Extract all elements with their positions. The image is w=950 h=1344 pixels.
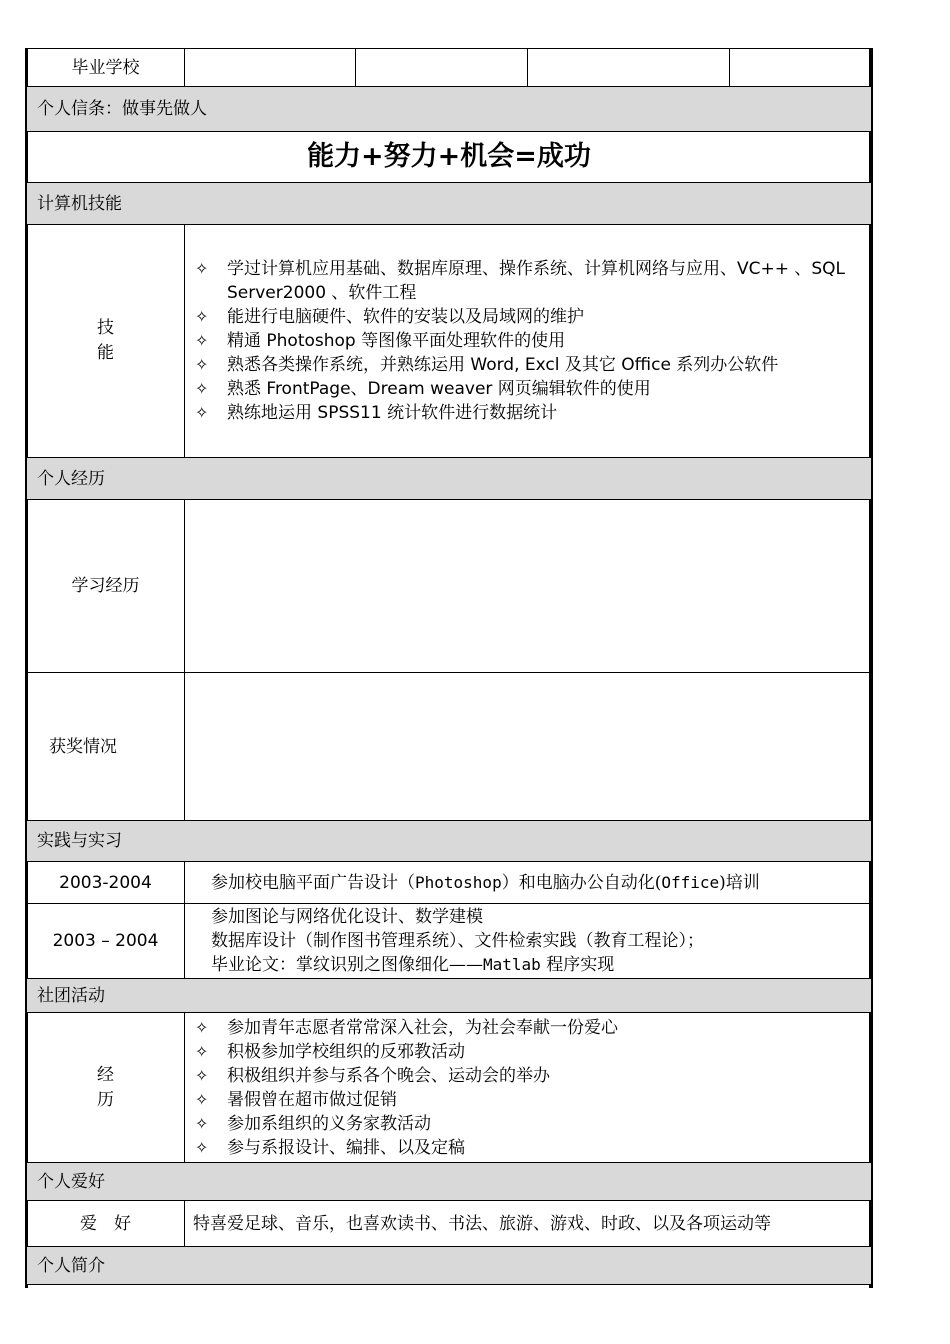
- practice-desc-1-software: Photoshop: [415, 872, 502, 892]
- clubs-label: [27, 1013, 185, 1163]
- list-item: ✧ 参加系组织的义务家教活动: [193, 1112, 867, 1136]
- hobbies-text: 特喜爱足球、音乐，也喜欢读书、书法、旅游、游戏、时政、以及各项运动等: [185, 1201, 872, 1247]
- awards-content[interactable]: [185, 673, 872, 821]
- list-item: ✧ 精通 Photoshop 等图像平面处理软件的使用: [193, 329, 867, 353]
- clubs-list: [185, 1016, 871, 1160]
- clubs-label-line2: 历: [97, 1089, 114, 1110]
- school-cell-1[interactable]: [185, 49, 356, 87]
- skills-label: [27, 225, 185, 458]
- thesis-text: 毕业论文：掌纹识别之图像细化——: [211, 955, 483, 975]
- list-item: ✧ 积极组织并参与系各个晚会、运动会的举办: [193, 1064, 867, 1088]
- practice-desc-1-text-3: )培训: [719, 872, 760, 893]
- practice-desc-1: [185, 862, 872, 904]
- clubs-content: [185, 1013, 872, 1163]
- skills-label-line1: 技: [97, 318, 114, 338]
- practice-desc-1-text: 参加校电脑平面广告设计（: [211, 872, 415, 893]
- practice-desc-1-software-2: Office: [661, 872, 720, 892]
- practice-desc-1-text-2: ）和电脑办公自动化(: [501, 872, 662, 893]
- school-cell-3[interactable]: [528, 49, 730, 87]
- clubs-label-line1: 经: [97, 1064, 114, 1085]
- skills-content: [185, 225, 872, 458]
- list-item: ✧ 积极参加学校组织的反邪教活动: [193, 1040, 867, 1064]
- school-row: [27, 49, 872, 87]
- practice-desc-2-line1: 参加图论与网络优化设计、数学建模: [211, 907, 483, 927]
- practice-header: 实践与实习: [27, 821, 872, 862]
- computer-skills-header: 计算机技能: [27, 183, 872, 225]
- practice-desc-2-line3: [211, 953, 871, 977]
- thesis-software: Matlab: [483, 955, 541, 974]
- practice-period-2: 2003 – 2004: [27, 904, 185, 979]
- hobbies-label: 爱 好: [27, 1201, 185, 1247]
- list-item: ✧ 熟悉 FrontPage、Dream weaver 网页编辑软件的使用: [193, 377, 867, 401]
- list-item: ✧ 暑假曾在超市做过促销: [193, 1088, 867, 1112]
- skills-list: [185, 257, 871, 425]
- resume-sheet: [26, 48, 871, 1285]
- skills-label-line2: 能: [97, 343, 114, 363]
- motto-text: 能力+努力+机会=成功: [27, 132, 872, 183]
- list-item: ✧ 能进行电脑硬件、软件的安装以及局域网的维护: [193, 305, 867, 329]
- hobbies-header: 个人爱好: [27, 1163, 872, 1201]
- list-item: ✧ 学过计算机应用基础、数据库原理、操作系统、计算机网络与应用、VC++ 、SQL Server2000 、软件工程: [193, 257, 867, 305]
- practice-period-1: 2003-2004: [27, 862, 185, 904]
- motto-section-header: 个人信条：做事先做人: [27, 87, 872, 132]
- school-cell-4[interactable]: [730, 49, 872, 87]
- list-item: ✧ 熟练地运用 SPSS11 统计软件进行数据统计: [193, 401, 867, 425]
- awards-label: 获奖情况: [27, 673, 185, 821]
- list-item: ✧ 参与系报设计、编排、以及定稿: [193, 1136, 867, 1160]
- clubs-header: 社团活动: [27, 979, 872, 1013]
- thesis-text-2: 程序实现: [540, 955, 615, 975]
- school-cell-2[interactable]: [356, 49, 528, 87]
- experience-header: 个人经历: [27, 458, 872, 500]
- profile-header: 个人简介: [27, 1247, 872, 1285]
- list-item: ✧ 熟悉各类操作系统，并熟练运用 Word, Excl 及其它 Office 系列办公软件: [193, 353, 867, 377]
- practice-desc-2-line2: 数据库设计（制作图书管理系统）、文件检索实践（教育工程论）；: [211, 931, 704, 951]
- resume-table: [26, 48, 872, 1285]
- practice-desc-2: [185, 904, 872, 979]
- list-item: ✧ 参加青年志愿者常常深入社会，为社会奉献一份爱心: [193, 1016, 867, 1040]
- education-label: 学习经历: [27, 500, 185, 673]
- education-content[interactable]: [185, 500, 872, 673]
- school-label: 毕业学校: [27, 49, 185, 87]
